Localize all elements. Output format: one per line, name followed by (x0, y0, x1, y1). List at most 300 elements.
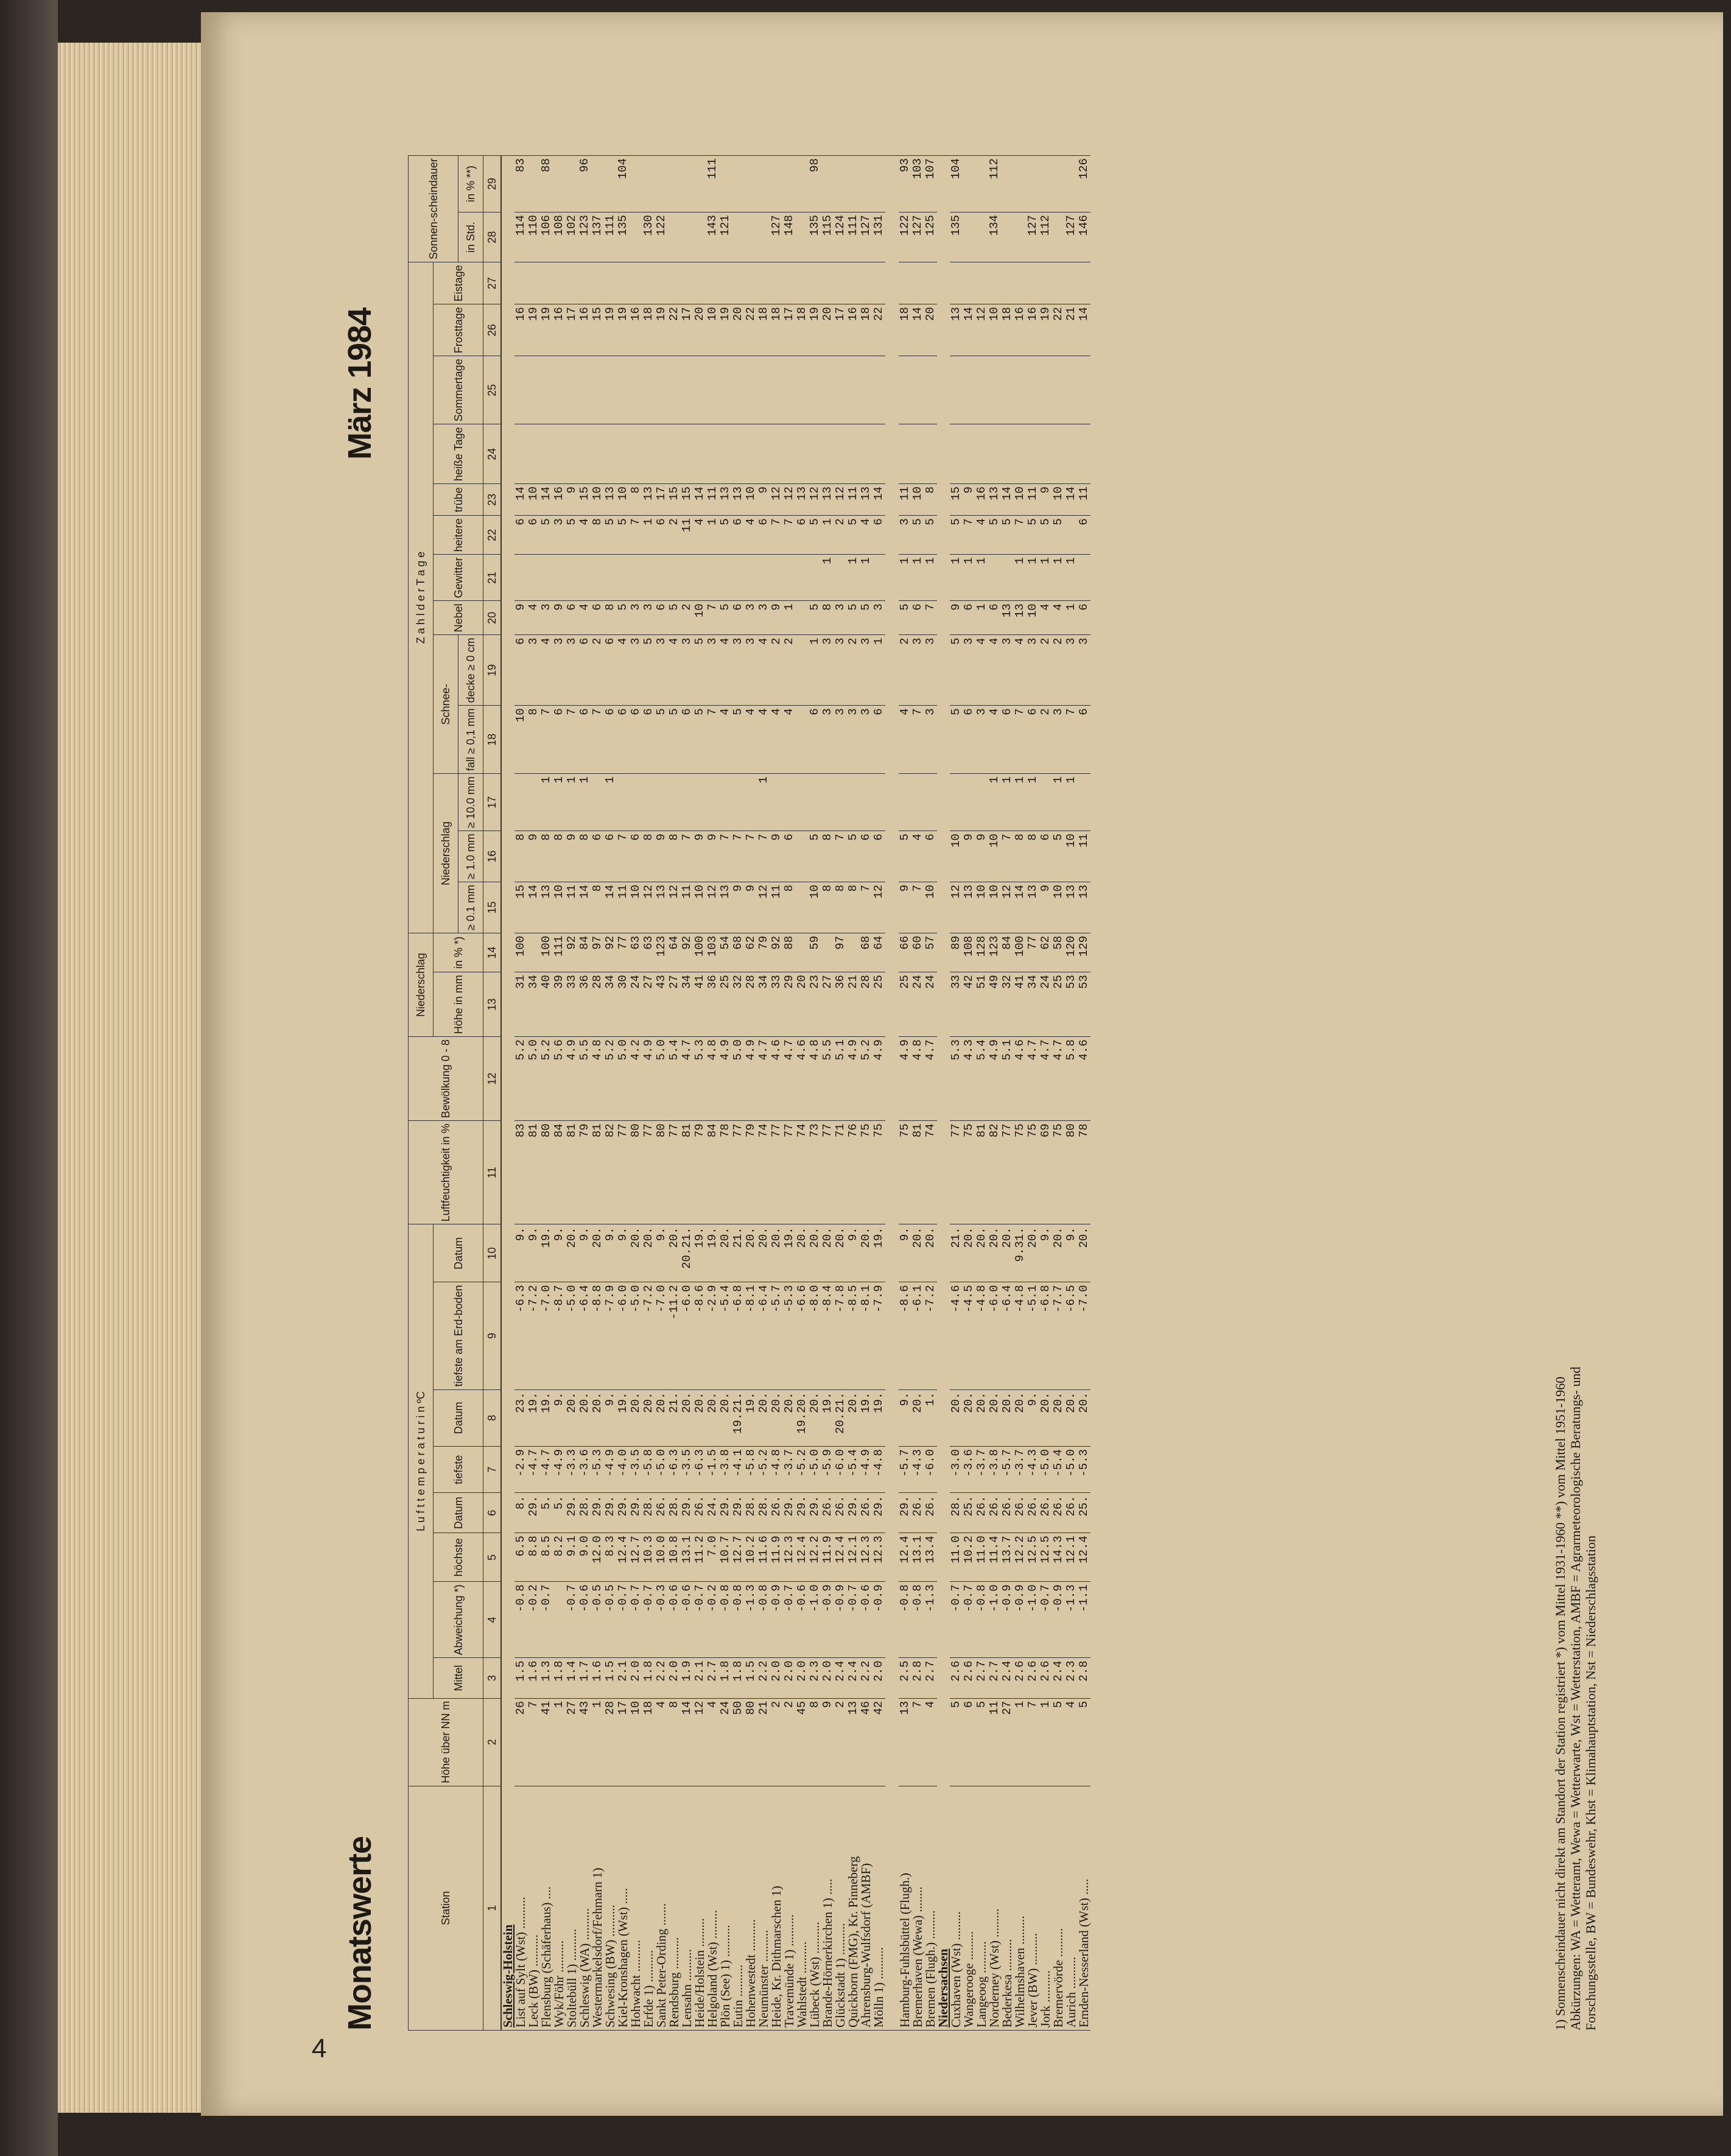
table-cell: 3 (757, 601, 770, 635)
table-cell (540, 262, 553, 304)
table-cell: -5.0 (566, 1282, 578, 1389)
table-cell: 4.7 (681, 1037, 693, 1121)
table-cell (796, 555, 809, 601)
table-cell: 8 (630, 484, 642, 516)
table-cell: 2.7 (988, 1658, 1001, 1698)
column-number: 24 (483, 424, 502, 484)
table-cell: 1 (809, 635, 821, 706)
table-cell (1052, 262, 1065, 304)
table-cell (668, 212, 681, 262)
table-cell: 11 (681, 516, 693, 555)
height-header: Höhe über NN m (409, 1698, 483, 1786)
table-cell: 84 (706, 1121, 719, 1224)
table-cell: 15 (591, 304, 604, 356)
col-header-24: heiße Tage (434, 424, 483, 484)
table-cell (591, 424, 604, 484)
table-cell: 5 (1001, 516, 1014, 555)
table-cell (963, 424, 975, 484)
table-cell: 3 (924, 706, 937, 774)
table-cell (681, 262, 693, 304)
table-cell (693, 262, 706, 304)
table-cell (578, 356, 591, 424)
table-cell: 26. (655, 1493, 668, 1533)
table-cell: 4.7 (924, 1037, 937, 1121)
table-row (732, 156, 745, 2031)
table-cell: -5.3 (591, 1447, 604, 1493)
table-cell: 98 (809, 156, 821, 212)
table-cell: 7 (1027, 1698, 1039, 1786)
table-cell: -1.3 (924, 1582, 937, 1658)
table-cell: 17 (834, 304, 847, 356)
table-cell: 7 (745, 831, 757, 882)
table-cell (899, 774, 911, 831)
table-cell (693, 356, 706, 424)
table-cell: 21. (732, 1224, 745, 1282)
table-cell: 121 (719, 212, 732, 262)
table-cell: 7 (911, 1698, 924, 1786)
table-cell: -1.0 (988, 1582, 1001, 1658)
page-title: Monatswerte (342, 1836, 378, 2031)
table-cell: 34 (604, 972, 617, 1037)
table-cell: 51 (975, 972, 988, 1037)
table-cell: 24 (911, 972, 924, 1037)
table-cell: 19 (540, 304, 553, 356)
table-cell: 12.1 (1065, 1533, 1078, 1582)
station-name: Sankt Peter-Ording ....... (655, 1786, 668, 2030)
table-cell: 20. (757, 1224, 770, 1282)
column-number: 9 (483, 1282, 502, 1389)
table-cell: 4 (988, 706, 1001, 774)
table-cell (553, 1582, 566, 1658)
table-cell (847, 424, 860, 484)
table-cell: 9. (1027, 1389, 1039, 1447)
station-name: Wahlstedt .......... (796, 1786, 809, 2030)
table-cell: 20. (963, 1389, 975, 1447)
table-cell (514, 424, 527, 484)
table-row (553, 156, 566, 2031)
table-cell: 64 (668, 933, 681, 972)
table-cell (681, 774, 693, 831)
station-name: Aurich .......... (1065, 1786, 1078, 2030)
table-cell (668, 262, 681, 304)
table-cell: 71 (834, 1121, 847, 1224)
table-cell (1039, 774, 1052, 831)
table-cell: 114 (514, 212, 527, 262)
table-cell: 2 (1039, 635, 1052, 706)
table-cell: 9. (899, 1389, 911, 1447)
table-cell: 129 (1078, 933, 1090, 972)
table-cell: -0.3 (655, 1582, 668, 1658)
column-number: 10 (483, 1224, 502, 1282)
table-cell: 7 (681, 831, 693, 882)
table-cell: 3 (1001, 635, 1014, 706)
table-cell: 19.21. (732, 1389, 745, 1447)
table-cell: 4 (1065, 1698, 1078, 1786)
table-cell: 22 (873, 304, 885, 356)
table-cell: 7 (783, 516, 796, 555)
table-cell: -6.8 (732, 1282, 745, 1389)
table-cell: 11.0 (950, 1533, 963, 1582)
table-cell: 30 (617, 972, 630, 1037)
table-cell: 45 (796, 1698, 809, 1786)
table-cell (693, 424, 706, 484)
table-cell (706, 262, 719, 304)
table-cell: -5.2 (796, 1447, 809, 1493)
table-cell: 3 (706, 635, 719, 706)
table-cell: 79 (757, 933, 770, 972)
table-cell: -0.7 (847, 1582, 860, 1658)
table-cell: 14 (1001, 484, 1014, 516)
table-row (1039, 156, 1052, 2031)
table-cell: 8 (668, 1698, 681, 1786)
table-cell: 20. (655, 1389, 668, 1447)
table-cell: 20. (642, 1224, 655, 1282)
table-cell: 9 (706, 831, 719, 882)
table-cell (630, 424, 642, 484)
table-cell (540, 555, 553, 601)
table-cell: 4 (924, 1698, 937, 1786)
table-cell: 5 (809, 516, 821, 555)
table-cell (1039, 262, 1052, 304)
table-row (796, 156, 809, 2031)
station-name: Flensburg (Schäferhaus) .... (540, 1786, 553, 2030)
table-cell: 77 (668, 1121, 681, 1224)
table-cell: 20.21. (834, 1389, 847, 1447)
table-cell (924, 262, 937, 304)
table-cell: 15 (578, 484, 591, 516)
table-cell: 12.4 (617, 1533, 630, 1582)
table-cell: 19. (693, 1224, 706, 1282)
table-cell (1014, 212, 1027, 262)
table-cell: 16 (578, 304, 591, 356)
station-name: Wyk/Föhr .......... (553, 1786, 566, 2030)
humidity-header: Luftfeuchtigkeit in % (409, 1121, 483, 1224)
table-cell: 7 (719, 831, 732, 882)
table-cell: 19. (873, 1224, 885, 1282)
table-cell (617, 262, 630, 304)
table-cell: 17 (681, 304, 693, 356)
column-number: 29 (483, 156, 502, 212)
table-cell: -7.8 (834, 1282, 847, 1389)
table-cell (809, 356, 821, 424)
table-cell (1078, 356, 1090, 424)
table-cell: 16 (630, 304, 642, 356)
table-cell: -5.1 (1027, 1282, 1039, 1389)
table-cell: 3 (745, 601, 757, 635)
table-cell: -0.7 (783, 1582, 796, 1658)
table-row (745, 156, 757, 2031)
table-cell: 7 (527, 1698, 540, 1786)
table-cell: 43 (655, 972, 668, 1037)
col-header-3: Mittel (434, 1658, 483, 1698)
table-cell: 1 (1052, 555, 1065, 601)
table-cell: 10 (745, 484, 757, 516)
table-cell (719, 356, 732, 424)
table-cell (642, 424, 655, 484)
table-cell: 25 (1052, 972, 1065, 1037)
station-name: Brande-Hörnerkirchen 1) ..... (821, 1786, 834, 2030)
table-cell: 29. (809, 1493, 821, 1533)
table-cell: 9 (553, 601, 566, 635)
table-cell: 13 (988, 484, 1001, 516)
table-cell: 20. (975, 1224, 988, 1282)
temperature-group-header: L u f t t e m p e r a t u r i n ºC (409, 1224, 434, 1698)
table-cell: 6 (963, 706, 975, 774)
table-cell: -6.1 (911, 1282, 924, 1389)
table-cell: 9 (963, 484, 975, 516)
table-cell (655, 774, 668, 831)
table-cell: 3 (963, 635, 975, 706)
table-cell (668, 774, 681, 831)
table-cell: 1 (757, 774, 770, 831)
table-cell: 66 (899, 933, 911, 972)
station-name: Ahrensburg-Wulfsdorf (AMBF) (860, 1786, 873, 2030)
table-cell: -11.2 (668, 1282, 681, 1389)
table-cell (873, 424, 885, 484)
table-cell (642, 555, 655, 601)
table-cell (655, 424, 668, 484)
table-cell: 20. (630, 1389, 642, 1447)
table-cell: 27 (566, 1698, 578, 1786)
table-cell: -1.0 (809, 1582, 821, 1658)
table-cell (809, 262, 821, 304)
station-name: Bremerhaven (Wewa) ........ (911, 1786, 924, 2030)
table-cell: 26. (834, 1493, 847, 1533)
table-cell: 34 (527, 972, 540, 1037)
table-cell: 13 (719, 882, 732, 933)
table-cell: 9.1 (566, 1533, 578, 1582)
table-cell: 26 (514, 1698, 527, 1786)
table-cell (630, 356, 642, 424)
table-cell: -5.3 (1078, 1447, 1090, 1493)
table-cell: 7 (963, 516, 975, 555)
group-row (501, 156, 514, 2031)
table-cell (566, 356, 578, 424)
table-cell: 8 (514, 831, 527, 882)
table-row (1027, 156, 1039, 2031)
table-cell (745, 555, 757, 601)
table-cell: 3 (821, 635, 834, 706)
table-cell: 3 (834, 706, 847, 774)
cloud-header: Bewölkung 0 - 8 (409, 1037, 483, 1121)
table-cell: 20. (1078, 1389, 1090, 1447)
table-cell: 33 (770, 972, 783, 1037)
table-cell: 84 (1001, 933, 1014, 972)
table-cell (681, 356, 693, 424)
table-cell: 111 (604, 212, 617, 262)
table-cell: 10 (617, 484, 630, 516)
table-cell: 26. (1001, 1493, 1014, 1533)
table-cell: 20. (770, 1224, 783, 1282)
table-cell: 9.31. (1014, 1224, 1027, 1282)
table-cell: 10 (1014, 484, 1027, 516)
table-cell (963, 356, 975, 424)
table-cell (911, 356, 924, 424)
table-cell: 20. (566, 1389, 578, 1447)
table-cell (796, 706, 809, 774)
table-cell: 108 (963, 933, 975, 972)
table-cell: 6 (514, 635, 527, 706)
table-cell: 81 (681, 1121, 693, 1224)
table-row (527, 156, 540, 2031)
station-name: Kiel-Kronshagen (Wst) ..... (617, 1786, 630, 2030)
table-cell: -6.4 (1001, 1282, 1014, 1389)
table-cell: 127 (860, 212, 873, 262)
table-cell: 10 (1027, 601, 1039, 635)
table-cell: 2.0 (770, 1658, 783, 1698)
table-cell: 1 (1027, 555, 1039, 601)
table-cell: 9. (655, 1224, 668, 1282)
table-cell: 100 (693, 933, 706, 972)
table-cell: 5.2 (514, 1037, 527, 1121)
table-cell: 4 (668, 635, 681, 706)
table-cell: 9 (1039, 484, 1052, 516)
table-cell: 29. (617, 1493, 630, 1533)
table-cell (757, 424, 770, 484)
table-cell: 2.5 (899, 1658, 911, 1698)
table-cell: 8.8 (527, 1533, 540, 1582)
table-cell: 8 (821, 882, 834, 933)
table-cell (1001, 212, 1014, 262)
table-cell (757, 212, 770, 262)
table-cell: 28. (757, 1493, 770, 1533)
table-cell: -4.9 (604, 1447, 617, 1493)
table-cell: 36 (834, 972, 847, 1037)
table-cell (719, 424, 732, 484)
table-row (963, 156, 975, 2031)
table-cell: 1 (706, 516, 719, 555)
table-cell: 68 (860, 933, 873, 972)
col-header-19: decke ≥ 0 cm (458, 635, 483, 706)
table-cell: 4 (745, 706, 757, 774)
table-cell (514, 774, 527, 831)
table-cell: 9. (604, 1224, 617, 1282)
table-cell (1039, 156, 1052, 212)
table-cell: 14 (604, 882, 617, 933)
table-cell: 9 (732, 882, 745, 933)
table-cell: 14 (540, 484, 553, 516)
table-cell (911, 774, 924, 831)
table-cell: 13.1 (681, 1533, 693, 1582)
table-cell: 13 (796, 484, 809, 516)
table-cell (975, 774, 988, 831)
table-cell: 25 (719, 972, 732, 1037)
table-cell: 5. (553, 1493, 566, 1533)
table-cell (1001, 555, 1014, 601)
table-cell: 5 (1052, 831, 1065, 882)
table-cell: -8.6 (899, 1282, 911, 1389)
table-cell (1001, 156, 1014, 212)
table-cell: 3 (655, 635, 668, 706)
table-cell: 12.7 (630, 1533, 642, 1582)
table-cell: 10 (693, 882, 706, 933)
table-cell: 13 (1001, 601, 1014, 635)
table-cell: -0.9 (821, 1582, 834, 1658)
table-cell: 10 (924, 882, 937, 933)
table-cell (988, 555, 1001, 601)
table-cell: 5 (540, 516, 553, 555)
table-cell: 13 (1027, 882, 1039, 933)
spacer-row (885, 156, 899, 2031)
col-header-5: höchste (434, 1533, 483, 1582)
table-cell: 21 (847, 972, 860, 1037)
table-cell: 5.0 (655, 1037, 668, 1121)
table-cell: 20 (821, 304, 834, 356)
table-cell: 9 (566, 484, 578, 516)
table-cell: 7 (770, 516, 783, 555)
table-cell: 8 (668, 831, 681, 882)
table-cell: 2.0 (873, 1658, 885, 1698)
table-cell (1039, 424, 1052, 484)
table-cell (745, 212, 757, 262)
table-cell: 82 (604, 1121, 617, 1224)
table-cell (719, 262, 732, 304)
table-cell: -3.6 (578, 1447, 591, 1493)
table-cell: -7.7 (1052, 1282, 1065, 1389)
table-cell (821, 156, 834, 212)
table-cell (642, 356, 655, 424)
table-cell: -5.0 (809, 1447, 821, 1493)
table-cell (873, 356, 885, 424)
table-cell: 20. (1014, 1389, 1027, 1447)
table-cell: 29. (604, 1493, 617, 1533)
table-cell: 53 (1065, 972, 1078, 1037)
table-cell: 137 (591, 212, 604, 262)
column-number: 11 (483, 1121, 502, 1224)
table-cell (770, 774, 783, 831)
table-cell: 6 (578, 635, 591, 706)
table-cell: 8 (924, 484, 937, 516)
table-cell: 2 (681, 601, 693, 635)
table-cell: -0.5 (604, 1582, 617, 1658)
table-cell: -5.7 (770, 1282, 783, 1389)
table-cell: 12.5 (1027, 1533, 1039, 1582)
table-cell: 2.0 (630, 1658, 642, 1698)
table-cell: 9 (770, 831, 783, 882)
table-cell: 14 (1014, 882, 1027, 933)
table-cell: 12.2 (809, 1533, 821, 1582)
table-cell: 16 (847, 304, 860, 356)
table-cell: 9 (899, 882, 911, 933)
table-cell: 29. (566, 1493, 578, 1533)
table-cell: -6.8 (1039, 1282, 1052, 1389)
column-number: 19 (483, 635, 502, 706)
table-cell: -0.7 (540, 1582, 553, 1658)
table-cell: 2.0 (821, 1658, 834, 1698)
table-row (578, 156, 591, 2031)
table-cell: 3 (975, 706, 988, 774)
table-cell: 5 (668, 601, 681, 635)
table-cell: 27 (1001, 1698, 1014, 1786)
table-row (834, 156, 847, 2031)
table-cell: 1 (975, 601, 988, 635)
table-row (988, 156, 1001, 2031)
table-cell: 5 (950, 635, 963, 706)
table-cell: 4.9 (873, 1037, 885, 1121)
table-cell: 1 (821, 555, 834, 601)
table-cell: -5.3 (783, 1282, 796, 1389)
table-cell: 5.0 (527, 1037, 540, 1121)
table-cell: 19 (527, 304, 540, 356)
table-cell: 5 (655, 706, 668, 774)
table-cell (821, 424, 834, 484)
table-cell: 10 (1065, 831, 1078, 882)
col-header-20: Nebel (434, 601, 483, 635)
table-cell: 20. (950, 1389, 963, 1447)
table-cell (783, 424, 796, 484)
table-cell: 46 (860, 1698, 873, 1786)
table-row (950, 156, 963, 2031)
